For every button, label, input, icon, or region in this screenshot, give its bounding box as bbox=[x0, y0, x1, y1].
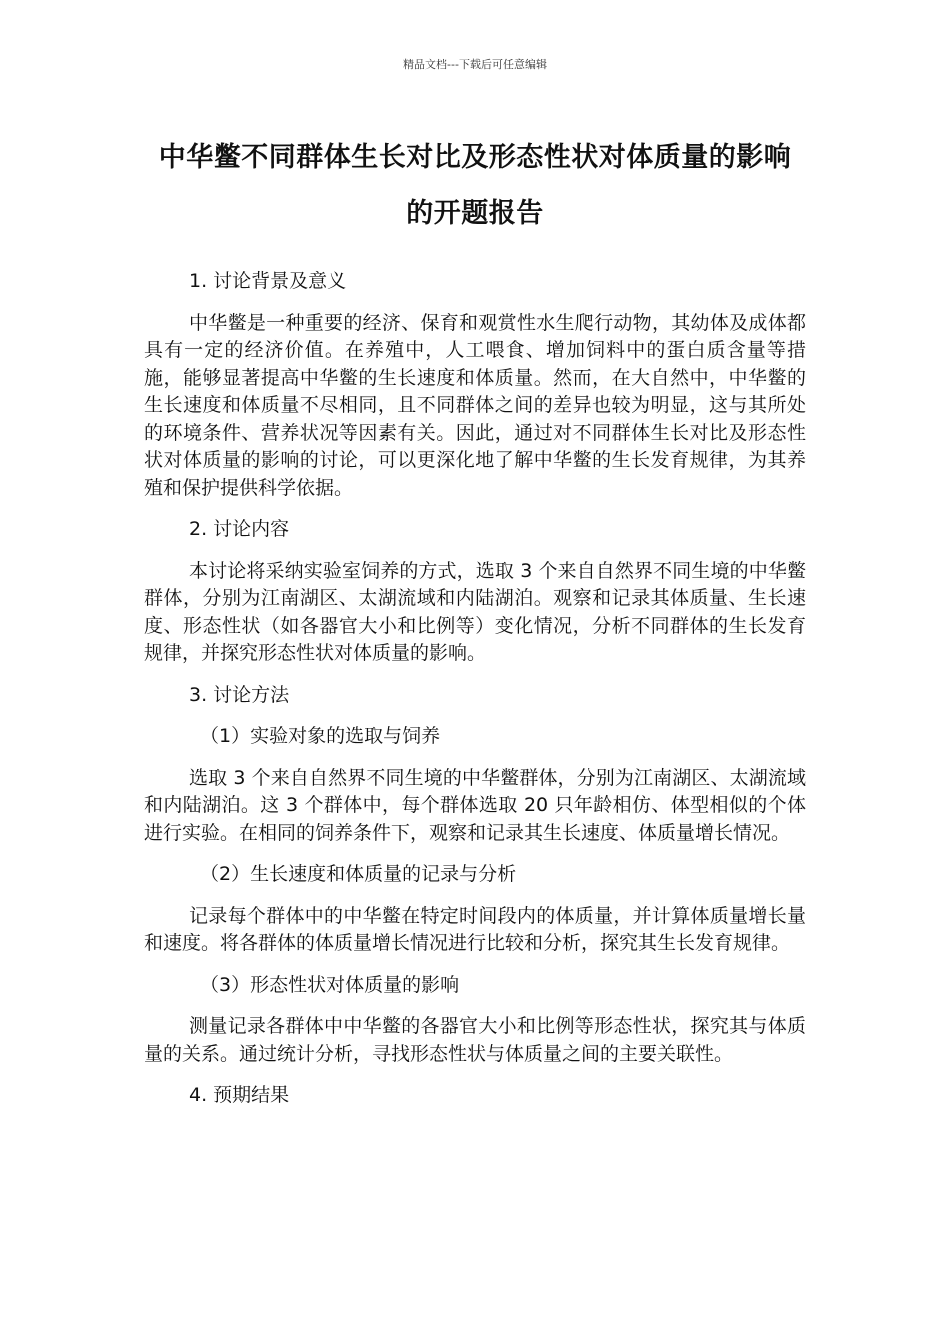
title-line-1: 中华鳖不同群体生长对比及形态性状对体质量的影响 bbox=[158, 142, 792, 173]
section-3-heading: 3. 讨论方法 bbox=[189, 683, 290, 706]
section-3-paragraph-2: 记录每个群体中的中华鳖在特定时间段内的体质量，并计算体质量增长量和速度。将各群体的体质量增长情况进行比较和分析，探究其生长发育规律。 bbox=[144, 904, 806, 954]
document-title bbox=[130, 130, 820, 242]
section-2-heading: 2. 讨论内容 bbox=[189, 518, 290, 540]
page-header: 精品文档---下载后可任意编辑 bbox=[403, 58, 547, 71]
section-1-heading: 1. 讨论背景及意义 bbox=[189, 270, 347, 292]
section-3-subheading-3: （3）形态性状对体质量的影响 bbox=[200, 973, 460, 996]
section-2-paragraph: 本讨论将采纳实验室饲养的方式，选取 3 个来自自然界不同生境的中华鳖群体，分别为江南湖区、太湖流域和内陆湖泊。观察和记录其体质量、生长速度、形态性状（如各器官大小和比例等）变化情况，分析不同群体的生长发育规律，并探究形态性状对体质量的影响。 bbox=[144, 559, 806, 664]
section-4-heading: 4. 预期结果 bbox=[189, 1084, 290, 1106]
section-3-subheading-2: （2）生长速度和体质量的记录与分析 bbox=[200, 863, 517, 885]
section-3-paragraph-3: 测量记录各群体中中华鳖的各器官大小和比例等形态性状，探究其与体质量的关系。通过统计分析，寻找形态性状与体质量之间的主要关联性。 bbox=[144, 1015, 806, 1065]
title-line-2: 的开题报告 bbox=[406, 198, 544, 229]
document-body bbox=[144, 268, 806, 1110]
section-3-paragraph-1: 选取 3 个来自自然界不同生境的中华鳖群体，分别为江南湖区、太湖流域和内陆湖泊。这 3 个群体中，每个群体选取 20 只年龄相仿、体型相似的个体进行实验。在相同的饲养条件下，观察和记录其生长速度、体质量增长情况。 bbox=[144, 766, 806, 844]
section-3-subheading-1: （1）实验对象的选取与饲养 bbox=[200, 725, 441, 747]
section-1-paragraph: 中华鳖是一种重要的经济、保育和观赏性水生爬行动物，其幼体及成体都具有一定的经济价值。在养殖中，人工喂食、增加饲料中的蛋白质含量等措施，能够显著提高中华鳖的生长速度和体质量。然而，在大自然中，中华鳖的生长速度和体质量不尽相同，且不同群体之间的差异也较为明显，这与其所处的环境条件、营养状况等因素有关。因此，通过对不同群体生长对比及形态性状对体质量的影响的讨论，可以更深化地了解中华鳖的生长发育规律，为其养殖和保护提供科学依据。 bbox=[144, 311, 806, 499]
